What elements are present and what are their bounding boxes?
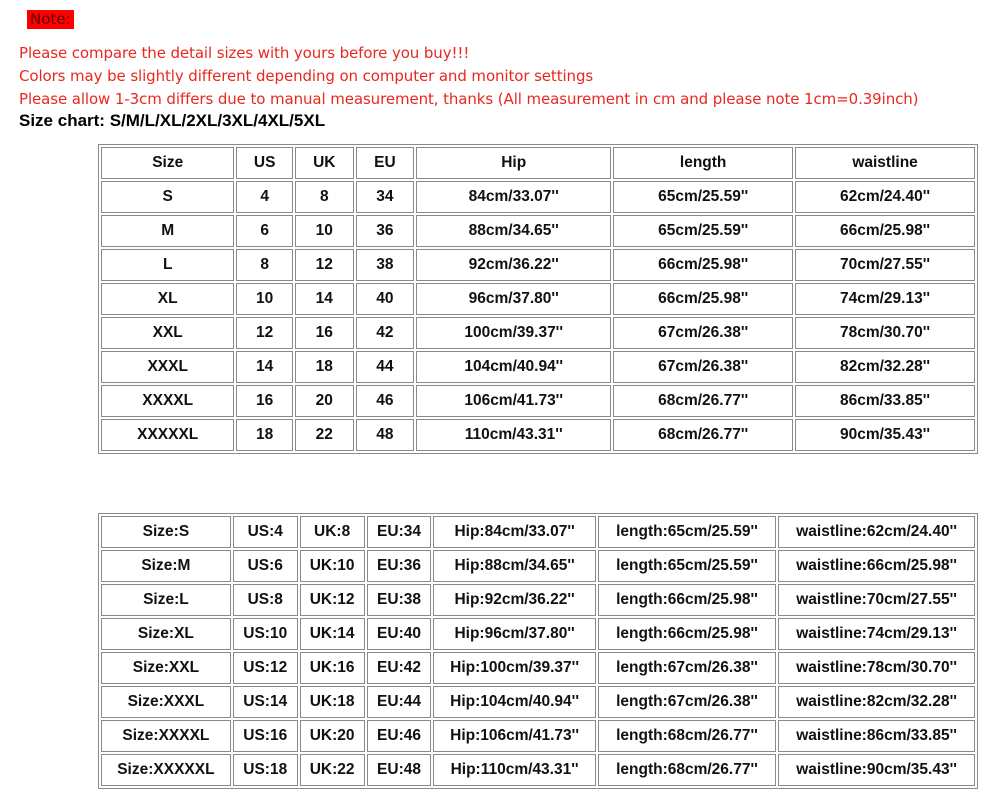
cell-eu: 40: [356, 283, 415, 315]
cell-us: US:6: [233, 550, 298, 582]
cell-hip: 104cm/40.94'': [416, 351, 611, 383]
cell-us: US:12: [233, 652, 298, 684]
table-row: [101, 419, 975, 451]
cell-uk: 22: [295, 419, 354, 451]
cell-hip: Hip:84cm/33.07'': [433, 516, 595, 548]
cell-eu: 46: [356, 385, 415, 417]
table-row: [101, 618, 975, 650]
cell-size: Size:S: [101, 516, 231, 548]
cell-waistline: 86cm/33.85'': [795, 385, 975, 417]
table-row: [101, 215, 975, 247]
cell-size: M: [101, 215, 234, 247]
table-row: [101, 351, 975, 383]
notice-line-measurement: Please allow 1-3cm differs due to manual measurement, thanks (All measurement in cm and please note 1cm=0.39inch): [19, 90, 919, 108]
cell-uk: UK: [295, 147, 354, 179]
cell-uk: UK:8: [300, 516, 365, 548]
cell-eu: EU:34: [367, 516, 432, 548]
cell-waistline: 82cm/32.28'': [795, 351, 975, 383]
cell-length: length:67cm/26.38'': [598, 652, 776, 684]
cell-size: XXL: [101, 317, 234, 349]
cell-us: 16: [236, 385, 293, 417]
cell-waistline: waistline:78cm/30.70'': [778, 652, 975, 684]
cell-eu: EU:44: [367, 686, 432, 718]
cell-hip: 84cm/33.07'': [416, 181, 611, 213]
cell-uk: UK:18: [300, 686, 365, 718]
cell-waistline: waistline:70cm/27.55'': [778, 584, 975, 616]
size-chart-table: [98, 144, 978, 454]
cell-size: Size:XXXXL: [101, 720, 231, 752]
cell-hip: 96cm/37.80'': [416, 283, 611, 315]
cell-uk: 10: [295, 215, 354, 247]
cell-size: XL: [101, 283, 234, 315]
cell-uk: UK:20: [300, 720, 365, 752]
table-row: [101, 181, 975, 213]
table-row: [101, 283, 975, 315]
cell-eu: EU:36: [367, 550, 432, 582]
cell-uk: 20: [295, 385, 354, 417]
table-row: [101, 652, 975, 684]
cell-us: 14: [236, 351, 293, 383]
note-label: Note:: [27, 10, 74, 29]
cell-uk: UK:22: [300, 754, 365, 786]
cell-uk: UK:14: [300, 618, 365, 650]
cell-length: length:65cm/25.59'': [598, 550, 776, 582]
cell-length: length:66cm/25.98'': [598, 584, 776, 616]
cell-uk: UK:10: [300, 550, 365, 582]
cell-length: 68cm/26.77'': [613, 385, 793, 417]
cell-hip: Hip:110cm/43.31'': [433, 754, 595, 786]
cell-length: 66cm/25.98'': [613, 283, 793, 315]
cell-waistline: 74cm/29.13'': [795, 283, 975, 315]
table-row: [101, 317, 975, 349]
table-row: [101, 720, 975, 752]
cell-us: US:10: [233, 618, 298, 650]
cell-length: 65cm/25.59'': [613, 181, 793, 213]
cell-uk: 16: [295, 317, 354, 349]
cell-uk: 8: [295, 181, 354, 213]
cell-eu: 44: [356, 351, 415, 383]
cell-length: length:68cm/26.77'': [598, 754, 776, 786]
cell-waistline: waistline:66cm/25.98'': [778, 550, 975, 582]
cell-size: Size:L: [101, 584, 231, 616]
cell-us: US: [236, 147, 293, 179]
cell-us: US:18: [233, 754, 298, 786]
cell-waistline: waistline:62cm/24.40'': [778, 516, 975, 548]
cell-length: 67cm/26.38'': [613, 317, 793, 349]
cell-eu: EU:40: [367, 618, 432, 650]
cell-eu: EU:48: [367, 754, 432, 786]
cell-uk: UK:12: [300, 584, 365, 616]
size-chart-title: Size chart: S/M/L/XL/2XL/3XL/4XL/5XL: [19, 111, 326, 130]
cell-size: S: [101, 181, 234, 213]
cell-eu: 36: [356, 215, 415, 247]
cell-eu: EU:42: [367, 652, 432, 684]
cell-size: Size: [101, 147, 234, 179]
cell-hip: 106cm/41.73'': [416, 385, 611, 417]
cell-us: 12: [236, 317, 293, 349]
cell-hip: Hip:92cm/36.22'': [433, 584, 595, 616]
cell-length: 67cm/26.38'': [613, 351, 793, 383]
cell-us: 8: [236, 249, 293, 281]
cell-us: US:4: [233, 516, 298, 548]
cell-hip: 92cm/36.22'': [416, 249, 611, 281]
cell-waistline: 62cm/24.40'': [795, 181, 975, 213]
cell-us: 4: [236, 181, 293, 213]
cell-length: 66cm/25.98'': [613, 249, 793, 281]
cell-waistline: waistline:82cm/32.28'': [778, 686, 975, 718]
cell-size: XXXXL: [101, 385, 234, 417]
cell-uk: UK:16: [300, 652, 365, 684]
cell-us: US:14: [233, 686, 298, 718]
table-row: [101, 516, 975, 548]
cell-eu: EU:38: [367, 584, 432, 616]
cell-eu: EU: [356, 147, 415, 179]
notice-line-compare: Please compare the detail sizes with yours before you buy!!!: [19, 44, 470, 62]
cell-eu: 38: [356, 249, 415, 281]
cell-waistline: 66cm/25.98'': [795, 215, 975, 247]
cell-length: length:68cm/26.77'': [598, 720, 776, 752]
table-row: [101, 584, 975, 616]
cell-hip: 100cm/39.37'': [416, 317, 611, 349]
cell-us: US:16: [233, 720, 298, 752]
cell-uk: 18: [295, 351, 354, 383]
size-chart-labeled-table: [98, 513, 978, 789]
cell-waistline: waistline:86cm/33.85'': [778, 720, 975, 752]
table-row: [101, 754, 975, 786]
cell-size: L: [101, 249, 234, 281]
cell-us: 10: [236, 283, 293, 315]
cell-uk: 14: [295, 283, 354, 315]
cell-hip: Hip:104cm/40.94'': [433, 686, 595, 718]
cell-size: Size:XL: [101, 618, 231, 650]
cell-size: XXXXXL: [101, 419, 234, 451]
cell-us: US:8: [233, 584, 298, 616]
cell-eu: 42: [356, 317, 415, 349]
cell-waistline: waistline: [795, 147, 975, 179]
cell-eu: EU:46: [367, 720, 432, 752]
cell-eu: 34: [356, 181, 415, 213]
cell-hip: Hip: [416, 147, 611, 179]
cell-hip: Hip:96cm/37.80'': [433, 618, 595, 650]
table-header-row: [101, 147, 975, 179]
cell-us: 6: [236, 215, 293, 247]
table-row: [101, 550, 975, 582]
cell-waistline: 90cm/35.43'': [795, 419, 975, 451]
cell-length: length:66cm/25.98'': [598, 618, 776, 650]
cell-length: length:65cm/25.59'': [598, 516, 776, 548]
cell-length: 68cm/26.77'': [613, 419, 793, 451]
cell-length: length:67cm/26.38'': [598, 686, 776, 718]
cell-hip: Hip:100cm/39.37'': [433, 652, 595, 684]
cell-hip: 88cm/34.65'': [416, 215, 611, 247]
cell-length: 65cm/25.59'': [613, 215, 793, 247]
cell-waistline: waistline:90cm/35.43'': [778, 754, 975, 786]
cell-waistline: waistline:74cm/29.13'': [778, 618, 975, 650]
cell-waistline: 70cm/27.55'': [795, 249, 975, 281]
cell-us: 18: [236, 419, 293, 451]
table-row: [101, 385, 975, 417]
cell-uk: 12: [295, 249, 354, 281]
cell-size: Size:M: [101, 550, 231, 582]
notice-line-colors: Colors may be slightly different depending on computer and monitor settings: [19, 67, 594, 85]
cell-size: Size:XXXXXL: [101, 754, 231, 786]
cell-waistline: 78cm/30.70'': [795, 317, 975, 349]
cell-hip: Hip:106cm/41.73'': [433, 720, 595, 752]
cell-length: length: [613, 147, 793, 179]
cell-size: Size:XXXL: [101, 686, 231, 718]
cell-size: XXXL: [101, 351, 234, 383]
cell-hip: Hip:88cm/34.65'': [433, 550, 595, 582]
cell-size: Size:XXL: [101, 652, 231, 684]
cell-hip: 110cm/43.31'': [416, 419, 611, 451]
table-row: [101, 686, 975, 718]
cell-eu: 48: [356, 419, 415, 451]
table-row: [101, 249, 975, 281]
